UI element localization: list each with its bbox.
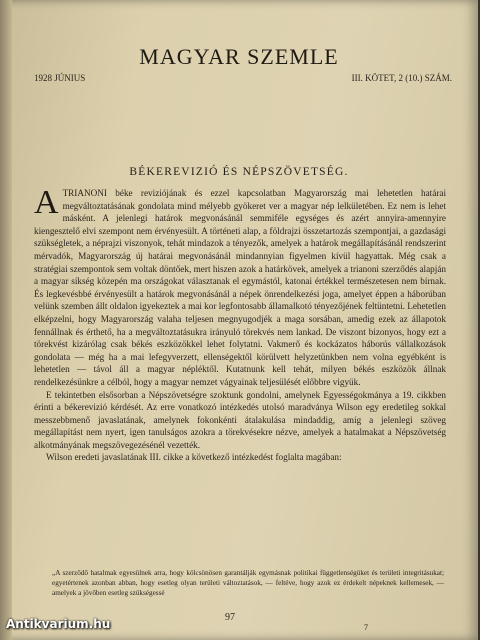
paragraph-2: E tekintetben elsősorban a Népszövetségre szoktunk gondolni, amelynek Egyességokmánya a 19. cikkben érinti a békerevizió kérdését. Az erre vonatkozó intézkedés utolsó maradványa Wilson egy eredetileg sokkal messzebbmenő javaslatának, amelynek fokonkénti átalakulása mindaddig, amíg a jelenlegi szöveg megállapítást nem nyert, igen tanulságos azokra a törekvésekre nézve, amelyek a hatalmakat a Népszövetség alkotmányának megszövegezésénél vezették. bbox=[34, 389, 446, 450]
issue-header bbox=[34, 73, 452, 83]
article-body bbox=[34, 184, 447, 464]
quoted-article-text: „A szerződő hatalmak egyesülnek arra, hogy kölcsönösen garantálják egymásnak politikai függetlenségüket és területi integritásukat; egyetértenek azonban abban, hogy esetleg olyan területi változtatások, — feltéve, hogy azok ez érdekelt népeknek kellemesek, — amelyek a jövőben esetleg szükségessé bbox=[52, 569, 444, 597]
paragraph-3: Wilson eredeti javaslatának III. cikke a következő intézkedést foglalta magában: bbox=[46, 452, 342, 463]
watermark-logo: Antikvarium.hu bbox=[6, 617, 111, 631]
issue-date: 1928 JÚNIUS bbox=[34, 73, 86, 83]
article-title: BÉKEREVIZIÓ ÉS NÉPSZÖVETSÉG. bbox=[129, 166, 349, 178]
issue-volume: III. KÖTET, 2 (10.) SZÁM. bbox=[351, 73, 452, 83]
page-number: 97 bbox=[225, 612, 235, 623]
paragraph-1-text: TRIANONI béke reviziójának és ezzel kapcsolatban Magyarország mai lehetetlen határai megváltoztatásának gondolata mind mélyebb gyökeret ver a magyar nép lelkületében. Ez nem is lehet másként. A jelenlegi határok megvonásánál semmiféle egységes és azért annyira-amennyire kiengesztelő elvi szempont nem érvényesült. A történeti alap, a földrajzi összetartozás szempontjai, a gazdasági szükségletek, a néprajzi viszonyok, tehát mindazok a tényezők, amelyek a határok megállapításánál rendszerint mérvadók, Magyarország új határai megvonásánál mindannyian figyelmen kívül hagyattak. Még csak a stratégiai szempontok sem voltak döntőek, mert hiszen azok a határkövek, amelyek a trianoni szerződés alapján a magyar síkség közepén ma országokat választanak el egymástól, katonai értékkel természetesen nem bírnak. És legkevésbbé érvényesült a határok megvonásánál a népek önrendelkezési joga, amelyet éppen a háborúban velünk szemben állt oldalon igyekeztek a mai kor legfontosabb államalkotó tényezőjének feltüntetni. Lehetetlen elképzelni, hogy Magyarország valaha teljesen megnyugodjék a maga sorsában, amedig ezek az állapotok fennállnak és érthető, ha a megváltoztatásukra irányuló törekvés nem lankad. De viszont bizonyos, hogy ezt a törekvést kizárólag csak békés eszközökkel lehet folytatni. Vakmerő és kockázatos háborús vállalkozások gondolata — még ha a mai lefegyverzett, ellenségektől körülvett helyzetünkben nem volna egyébként is lehetetlen — távol áll a magyar népléktől. Kutatnunk kell tehát, milyen békés eszközök állnak rendelkezésünkre a célból, hogy a magyar nemzet vágyainak teljesülését előbbre vigyük. bbox=[34, 188, 447, 387]
journal-title: MAGYAR SZEMLE bbox=[139, 44, 339, 69]
signature-number: 7 bbox=[364, 623, 368, 632]
paragraph-1 bbox=[34, 184, 447, 389]
drop-cap: A bbox=[34, 184, 59, 221]
book-spine-shadow bbox=[0, 0, 12, 640]
